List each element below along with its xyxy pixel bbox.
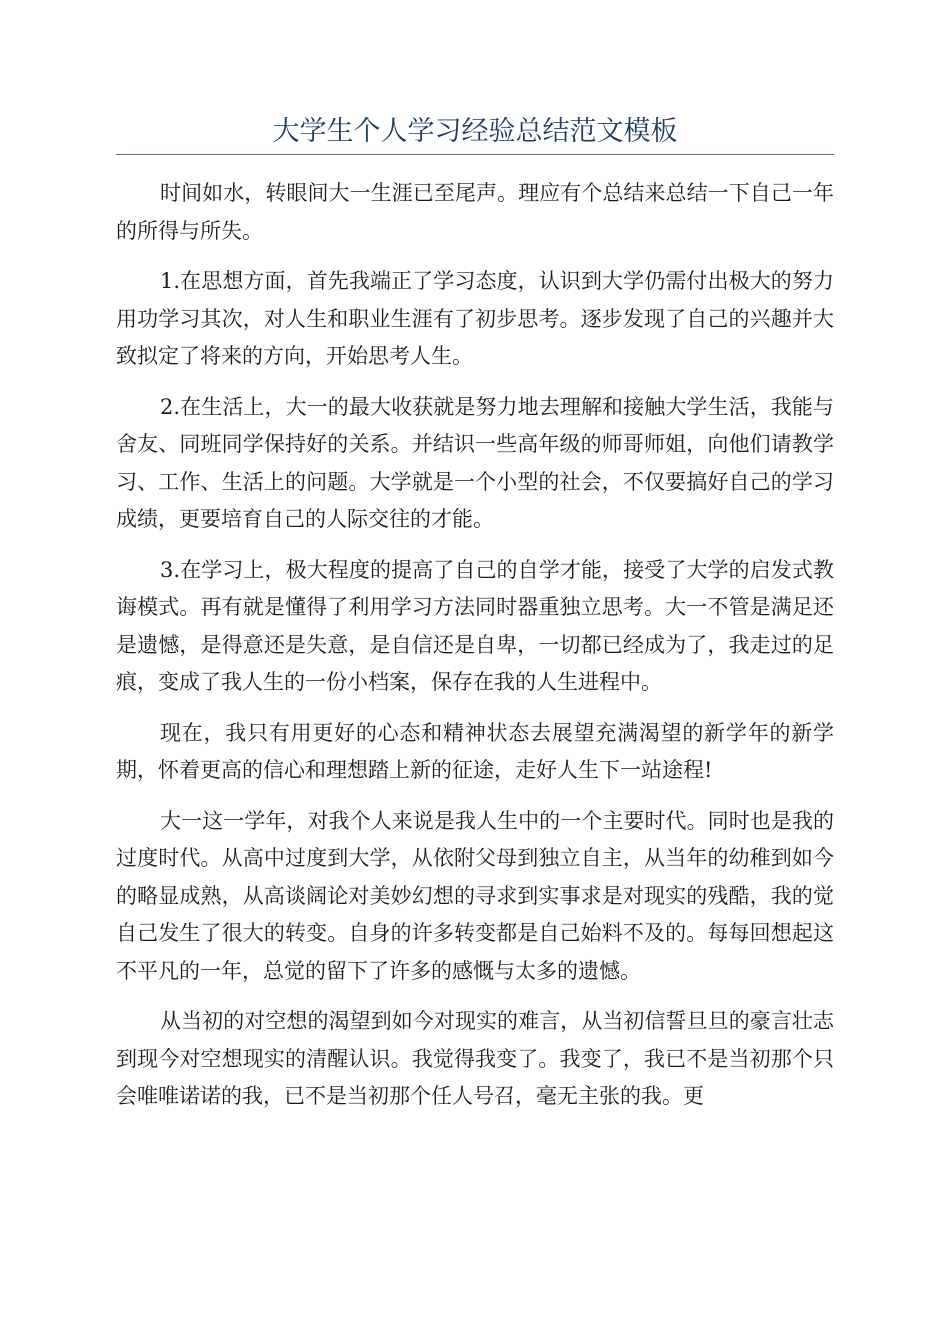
title-underline [116,154,834,155]
paragraph-outlook: 现在，我只有用更好的心态和精神状态去展望充满渴望的新学年的新学期，怀着更高的信心和理想踏上新的征途，走好人生下一站途程! [116,720,834,782]
paragraph-intro: 时间如水，转眼间大一生涯已至尾声。理应有个总结来总结一下自己一年的所得与所失。 [116,181,834,243]
paragraph-study: 3.在学习上，极大程度的提高了自己的自学才能，接受了大学的启发式教诲模式。再有就是懂得了利用学习方法同时器重独立思考。大一不管是满足还是遗憾，是得意还是失意，是自信还是自卑，一切都已经成为了，我走过的足痕，变成了我人生的一份小档案，保存在我的人生进程中。 [116,557,834,694]
document-body [116,175,834,1129]
document-title: 大学生个人学习经验总结范文模板 [272,116,678,147]
paragraph-thought: 1.在思想方面，首先我端正了学习态度，认识到大学仍需付出极大的努力用功学习其次，对人生和职业生涯有了初步思考。逐步发现了自己的兴趣并大致拟定了将来的方向，开始思考人生。 [116,269,834,368]
paragraph-first-year: 大一这一学年，对我个人来说是我人生中的一个主要时代。同时也是我的过度时代。从高中过度到大学，从依附父母到独立自主，从当年的幼稚到如今的略显成熟，从高谈阔论对美妙幻想的寻求到实事求是对现实的残酷，我的觉自己发生了很大的转变。自身的许多转变都是自己始料不及的。每每回想起这不平凡的一年，总觉的留下了许多的感慨与太多的遗憾。 [116,808,834,983]
paragraph-change: 从当初的对空想的渴望到如今对现实的难言，从当初信誓旦旦的豪言壮志到现今对空想现实的清醒认识。我觉得我变了。我变了，我已不是当初那个只会唯唯诺诺的我，已不是当初那个任人号召，毫无主张的我。更 [116,1009,834,1108]
paragraph-life: 2.在生活上，大一的最大收获就是努力地去理解和接触大学生活，我能与舍友、同班同学保持好的关系。并结识一些高年级的师哥师姐，向他们请教学习、工作、生活上的问题。大学就是一个小型的社会，不仅要搞好自己的学习成绩，更要培育自己的人际交往的才能。 [116,394,834,531]
